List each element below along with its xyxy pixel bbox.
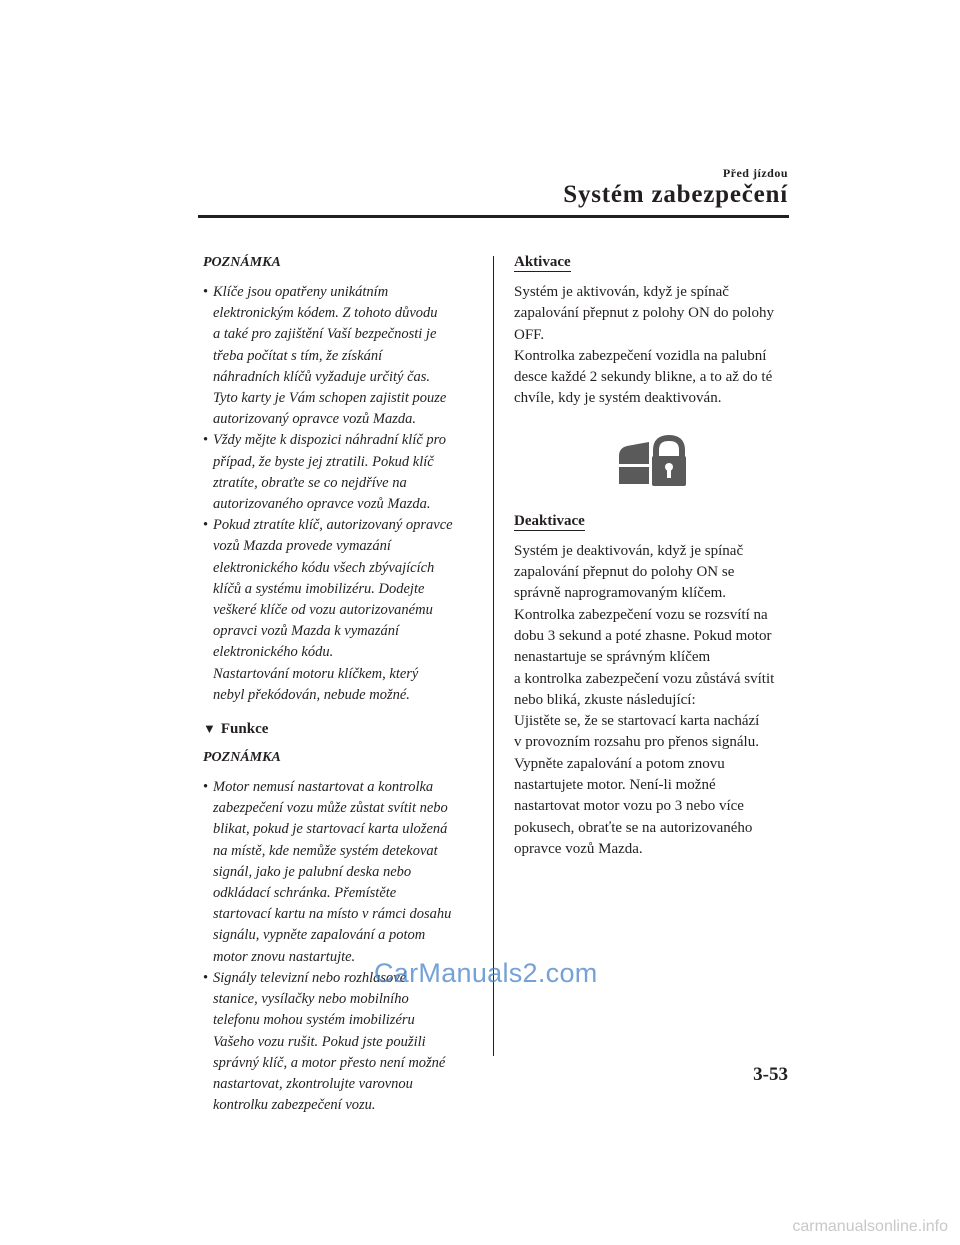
paragraph-line: chvíle, kdy je systém deaktivován. bbox=[514, 390, 722, 407]
paragraph-line: zapalování přepnut z polohy ON do polohy bbox=[514, 305, 774, 322]
bullet-line: telefonu mohou systém imobilizéru bbox=[213, 1012, 415, 1029]
watermark: CarManuals2.com bbox=[374, 958, 598, 988]
paragraph-line: v provozním rozsahu pro přenos signálu. bbox=[514, 734, 759, 751]
bullet-line: elektronického kódu všech zbývajících bbox=[213, 559, 435, 576]
paragraph-line: opravce vozů Mazda. bbox=[514, 840, 643, 857]
paragraph-line: nenastartuje se správným klíčem bbox=[514, 649, 711, 666]
note-bullet bbox=[203, 282, 483, 430]
note-bullet bbox=[203, 777, 483, 968]
bullet-dot-icon: • bbox=[203, 969, 209, 986]
bullet-dot-icon: • bbox=[203, 779, 209, 796]
right-column bbox=[514, 253, 794, 860]
paragraph-line: Vypněte zapalování a potom znovu bbox=[514, 755, 725, 772]
section-heading-label: Funkce bbox=[220, 721, 269, 738]
bullet-line: Vašeho vozu rušit. Pokud jste použili bbox=[213, 1033, 426, 1050]
bullet-line: Pokud ztratíte klíč, autorizovaný opravce bbox=[213, 517, 453, 534]
bullet-line: stanice, vysílačky nebo mobilního bbox=[213, 991, 409, 1008]
lock-icon-wrap bbox=[514, 434, 794, 496]
bullet-dot-icon: • bbox=[203, 284, 209, 300]
deactivation-heading: Deaktivace bbox=[514, 512, 585, 529]
note1-list bbox=[203, 282, 483, 706]
car-lock-indicator-icon bbox=[615, 434, 689, 488]
section-heading bbox=[203, 719, 483, 739]
note-bullet bbox=[203, 968, 483, 1116]
paragraph-line: OFF. bbox=[514, 326, 545, 343]
bullet-line: Nastartování motoru klíčkem, který bbox=[213, 665, 419, 682]
bullet-line: zabezpečení vozu může zůstat svítit nebo bbox=[213, 800, 448, 817]
activation-heading: Aktivace bbox=[514, 254, 571, 270]
paragraph-line: nastartovat motor vozu po 3 nebo více bbox=[514, 798, 744, 815]
paragraph-line: nastartujete motor. Není-li možné bbox=[514, 777, 716, 794]
bullet-line: a také pro zajištění Vaší bezpečnosti je bbox=[213, 326, 437, 343]
paragraph-line: Ujistěte se, že se startovací karta nachází bbox=[514, 713, 760, 730]
paragraph-line: nebo bliká, zkuste následující: bbox=[514, 691, 696, 708]
paragraph-line: Kontrolka zabezpečení vozidla na palubní bbox=[514, 347, 767, 364]
triangle-down-icon: ▼ bbox=[203, 721, 216, 737]
paragraph-line: pokusech, obraťte se na autorizovaného bbox=[514, 819, 753, 836]
bullet-line: signálu, vypněte zapalování a potom bbox=[213, 927, 426, 944]
note2-list bbox=[203, 777, 483, 1116]
note-heading: POZNÁMKA bbox=[203, 255, 281, 270]
bullet-line: ztratíte, obraťte se co nejdříve na bbox=[213, 474, 407, 491]
bullet-line: opravci vozů Mazda k vymazání bbox=[213, 623, 400, 640]
paragraph-line: dobu 3 sekund a poté zhasne. Pokud motor bbox=[514, 627, 772, 644]
bullet-line: autorizovaný opravce vozů Mazda. bbox=[213, 411, 416, 428]
paragraph-line: desce každé 2 sekundy blikne, a to až do té bbox=[514, 369, 773, 386]
paragraph-line: a kontrolka zabezpečení vozu zůstává svítit bbox=[514, 670, 775, 687]
bullet-line: veškeré klíče od vozu autorizovanému bbox=[213, 602, 433, 619]
paragraph-line: Systém je aktivován, když je spínač bbox=[514, 284, 729, 300]
bullet-line: Motor nemusí nastartovat a kontrolka bbox=[213, 779, 434, 796]
bullet-line: Vždy mějte k dispozici náhradní klíč pro bbox=[213, 432, 447, 449]
activation-text bbox=[514, 282, 794, 410]
note-heading: POZNÁMKA bbox=[203, 750, 281, 766]
bullet-line: náhradních klíčů vyžaduje určitý čas. bbox=[213, 368, 431, 385]
bullet-line: Klíče jsou opatřeny unikátním bbox=[213, 284, 389, 300]
paragraph-line: zapalování přepnut do polohy ON se bbox=[514, 564, 735, 581]
bullet-line: vozů Mazda provede vymazání bbox=[213, 538, 391, 555]
paragraph-line: správně naprogramovaným klíčem. bbox=[514, 585, 727, 602]
bullet-dot-icon: • bbox=[203, 432, 209, 449]
bullet-line: Signály televizní nebo rozhlasové bbox=[213, 969, 407, 986]
paragraph-line: Systém je deaktivován, když je spínač bbox=[514, 542, 744, 559]
page-number: 3-53 bbox=[753, 1064, 788, 1085]
bullet-line: odkládací schránka. Přemístěte bbox=[213, 885, 397, 902]
column-divider bbox=[493, 256, 494, 1056]
bullet-line: Tyto karty je Vám schopen zajistit pouze bbox=[213, 390, 447, 407]
header-rule bbox=[198, 215, 789, 218]
deactivation-text bbox=[514, 541, 794, 860]
bullet-line: případ, že byste jej ztratili. Pokud klíč bbox=[213, 453, 434, 470]
bullet-line: startovací kartu na místo v rámci dosahu bbox=[213, 906, 452, 923]
bullet-line: motor znovu nastartujte. bbox=[213, 948, 356, 965]
bullet-line: elektronickým kódem. Z tohoto důvodu bbox=[213, 305, 438, 322]
bullet-line: na místě, kde nemůže systém detekovat bbox=[213, 842, 438, 859]
bullet-line: správný klíč, a motor přesto není možné bbox=[213, 1054, 446, 1071]
note-bullet bbox=[203, 515, 483, 706]
paragraph-line: Kontrolka zabezpečení vozu se rozsvítí na bbox=[514, 606, 768, 623]
bullet-line: nebyl překódován, nebude možné. bbox=[213, 686, 410, 703]
bullet-line: kontrolku zabezpečení vozu. bbox=[213, 1097, 376, 1114]
bullet-line: elektronického kódu. bbox=[213, 644, 334, 661]
footer-watermark: carmanualsonline.info bbox=[792, 1218, 948, 1235]
bullet-line: třeba počítat s tím, že získání bbox=[213, 347, 383, 364]
bullet-line: autorizovaného opravce vozů Mazda. bbox=[213, 496, 431, 513]
page-title: Systém zabezpečení bbox=[563, 181, 788, 208]
note-bullet bbox=[203, 430, 483, 515]
bullet-dot-icon: • bbox=[203, 517, 209, 534]
bullet-line: blikat, pokud je startovací karta uložená bbox=[213, 821, 448, 838]
bullet-line: klíčů a systému imobilizéru. Dodejte bbox=[213, 580, 425, 597]
bullet-line: nastartovat, zkontrolujte varovnou bbox=[213, 1075, 413, 1092]
bullet-line: signál, jako je palubní deska nebo bbox=[213, 863, 412, 880]
header-section: Před jízdou bbox=[722, 166, 788, 180]
